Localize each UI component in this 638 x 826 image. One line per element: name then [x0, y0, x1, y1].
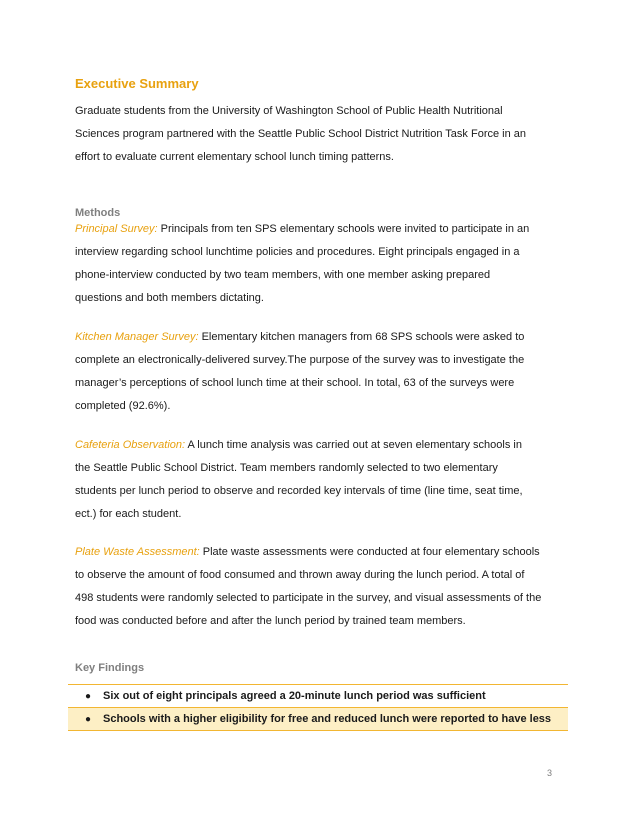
plate-waste-assessment-label: Plate Waste Assessment: — [75, 546, 200, 558]
principal-survey-paragraph — [75, 218, 575, 310]
key-finding-text: Six out of eight principals agreed a 20-minute lunch period was sufficient — [103, 690, 486, 702]
plate-waste-assessment-line: to observe the amount of food consumed and thrown away during the lunch period. A total of — [75, 569, 525, 581]
kitchen-manager-survey-line: manager’s perceptions of school lunch time at their school. In total, 63 of the surveys were — [75, 377, 515, 389]
kitchen-manager-survey-line: complete an electronically-delivered survey.The purpose of the survey was to investigate the — [75, 354, 525, 366]
cafeteria-observation-line: the Seattle Public School District. Team members randomly selected to two elementary — [75, 462, 498, 474]
executive-summary-line: Graduate students from the University of Washington School of Public Health Nutritional — [75, 105, 503, 117]
plate-waste-assessment-paragraph — [75, 541, 575, 633]
executive-summary-heading: Executive Summary — [75, 76, 199, 91]
key-findings-heading: Key Findings — [75, 662, 145, 674]
plate-waste-assessment-text: Plate waste assessments were conducted at four elementary schools — [199, 546, 540, 558]
cafeteria-observation-text: A lunch time analysis was carried out at seven elementary schools in — [185, 439, 522, 451]
page-number: 3 — [547, 768, 553, 778]
kitchen-manager-survey-text: Elementary kitchen managers from 68 SPS schools were asked to — [198, 331, 525, 343]
principal-survey-line: interview regarding school lunchtime policies and procedures. Eight principals engaged in a — [75, 246, 520, 258]
executive-summary-paragraph — [75, 100, 575, 169]
bullet-icon: ● — [85, 690, 92, 702]
key-finding-item — [68, 707, 568, 730]
kitchen-manager-survey-line: completed (92.6%). — [75, 400, 171, 412]
kitchen-manager-survey-paragraph — [75, 326, 575, 418]
methods-heading: Methods — [75, 207, 121, 219]
plate-waste-assessment-line — [75, 541, 575, 564]
cafeteria-observation-label: Cafeteria Observation: — [75, 439, 186, 451]
executive-summary-line: Sciences program partnered with the Seattle Public School District Nutrition Task Force in an — [75, 128, 527, 140]
principal-survey-label: Principal Survey: — [75, 223, 158, 235]
kitchen-manager-survey-label: Kitchen Manager Survey: — [75, 331, 199, 343]
executive-summary-line: effort to evaluate current elementary school lunch timing patterns. — [75, 151, 394, 163]
principal-survey-text: Principals from ten SPS elementary schools were invited to participate in an — [157, 223, 530, 235]
key-finding-item — [68, 685, 568, 707]
principal-survey-line — [75, 218, 575, 241]
principal-survey-line: phone-interview conducted by two team members, with one member asking prepared — [75, 269, 491, 281]
plate-waste-assessment-line: food was conducted before and after the lunch period by trained team members. — [75, 615, 466, 627]
key-finding-text: Schools with a higher eligibility for free and reduced lunch were reported to have less — [103, 713, 552, 725]
cafeteria-observation-line: students per lunch period to observe and recorded key intervals of time (line time, seat time, — [75, 485, 523, 497]
kitchen-manager-survey-line — [75, 326, 575, 349]
principal-survey-line: questions and both members dictating. — [75, 292, 264, 304]
cafeteria-observation-line: ect.) for each student. — [75, 508, 182, 520]
bullet-icon: ● — [85, 713, 92, 725]
key-findings-table — [68, 684, 568, 731]
plate-waste-assessment-line: 498 students were randomly selected to participate in the survey, and visual assessments of the — [75, 592, 542, 604]
cafeteria-observation-paragraph — [75, 434, 575, 526]
cafeteria-observation-line — [75, 434, 575, 457]
